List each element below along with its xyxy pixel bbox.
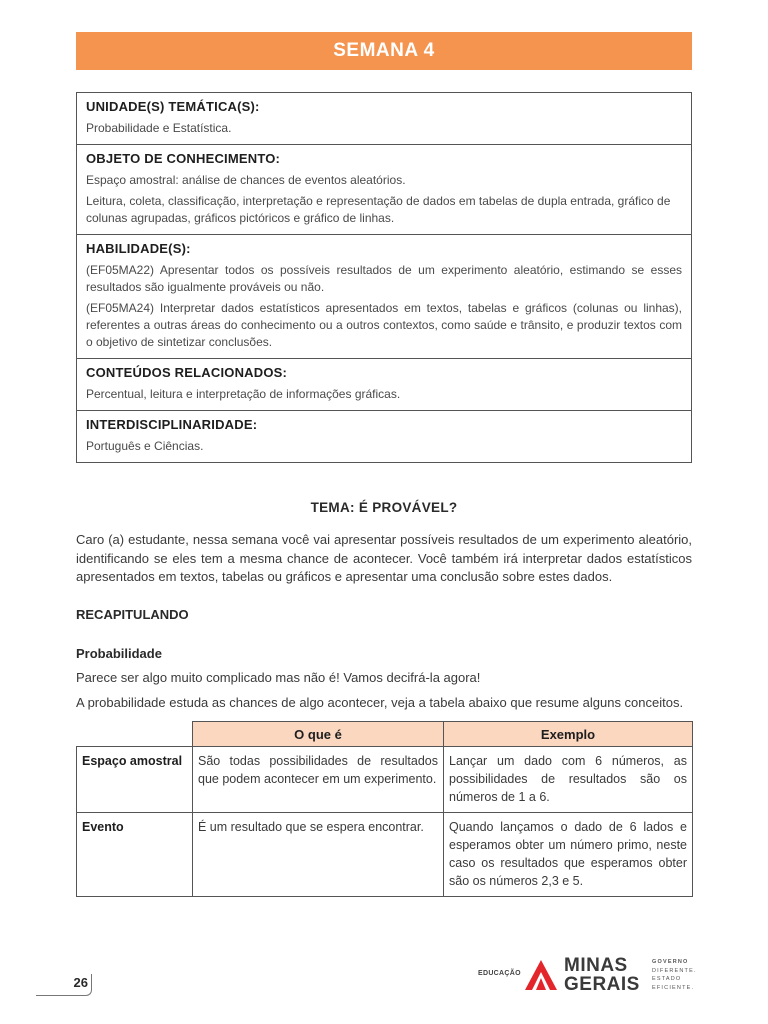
table-row	[77, 747, 693, 813]
info-text: Leitura, coleta, classificação, interpretação e representação de dados em tabelas de dupla entrada, gráfico de colunas agrupadas, gráficos pictóricos e gráfico de linhas.	[86, 194, 671, 225]
subheading-probabilidade: Probabilidade	[76, 646, 162, 661]
info-section-objeto	[77, 145, 691, 235]
minas-gerais-logo-icon	[524, 958, 558, 992]
info-section-habilidades	[77, 235, 691, 359]
brand-tagline: GOVERNO	[652, 959, 689, 965]
table-row	[77, 813, 693, 897]
section-heading-recap: RECAPITULANDO	[76, 607, 189, 622]
table-row-term: Evento	[77, 813, 193, 897]
table-cell-example: Lançar um dado com 6 números, as possibilidades de resultados são os números de 1 a 6.	[444, 747, 693, 813]
curriculum-info-box	[76, 92, 692, 463]
brand-tagline: EFICIENTE.	[652, 985, 695, 991]
brand-name-line-2: GERAIS	[564, 974, 640, 995]
table-header-cell: O que é	[193, 722, 444, 747]
info-text: Percentual, leitura e interpretação de informações gráficas.	[86, 387, 401, 401]
page-number: 26	[73, 975, 88, 990]
info-heading: UNIDADE(S) TEMÁTICA(S):	[86, 99, 260, 114]
info-text: Espaço amostral: análise de chances de eventos aleatórios.	[86, 173, 406, 187]
theme-title: TEMA: É PROVÁVEL?	[310, 500, 458, 515]
info-text: Português e Ciências.	[86, 439, 204, 453]
info-heading: OBJETO DE CONHECIMENTO:	[86, 151, 281, 166]
table-row-term: Espaço amostral	[77, 747, 193, 813]
brand-name-line-1: MINAS	[564, 955, 628, 976]
brand-tagline: ESTADO	[652, 976, 682, 982]
table-header-row	[77, 722, 693, 747]
table-cell-example: Quando lançamos o dado de 6 lados e esperamos obter um número primo, neste caso os resultados que esperamos obter são os números 2,3 e 5.	[444, 813, 693, 897]
week-title: SEMANA 4	[333, 40, 435, 61]
info-text: (EF05MA22) Apresentar todos os possíveis resultados de um experimento aleatório, estimando se esses resultados são igualmente prováveis ou não.	[86, 263, 682, 294]
info-section-unidades	[77, 93, 691, 145]
brand-tagline: DIFERENTE.	[652, 968, 697, 974]
concepts-table	[76, 721, 693, 897]
table-cell-definition: É um resultado que se espera encontrar.	[193, 813, 444, 897]
info-section-interdisciplinaridade	[77, 411, 691, 462]
info-heading: INTERDISCIPLINARIDADE:	[86, 417, 258, 432]
info-text: Probabilidade e Estatística.	[86, 121, 232, 135]
body-text: A probabilidade estuda as chances de algo acontecer, veja a tabela abaixo que resume alguns conceitos.	[76, 695, 684, 710]
table-cell-definition: São todas possibilidades de resultados que podem acontecer em um experimento.	[193, 747, 444, 813]
week-title-banner	[76, 32, 692, 70]
table-header-cell: Exemplo	[444, 722, 693, 747]
info-section-conteudos	[77, 359, 691, 411]
intro-paragraph: Caro (a) estudante, nessa semana você vai apresentar possíveis resultados de um experimento aleatório, identificando se eles tem a mesma chance de acontecer. Você também irá interpretar dados estatísticos apresentados em textos, tabelas ou gráficos e apresentar uma conclusão sobre estes dados.	[76, 532, 692, 584]
info-text: (EF05MA24) Interpretar dados estatísticos apresentados em textos, tabelas e gráficos (colunas ou linhas), referentes a outras áreas do conhecimento ou a outros contextos, como saúde e trânsito, e produzir textos com o objetivo de sintetizar conclusões.	[86, 301, 682, 349]
education-label: EDUCAÇÃO	[478, 970, 521, 977]
info-heading: HABILIDADE(S):	[86, 241, 191, 256]
body-text: Parece ser algo muito complicado mas não é! Vamos decifrá-la agora!	[76, 670, 481, 685]
info-heading: CONTEÚDOS RELACIONADOS:	[86, 365, 288, 380]
table-header-blank	[77, 722, 193, 747]
